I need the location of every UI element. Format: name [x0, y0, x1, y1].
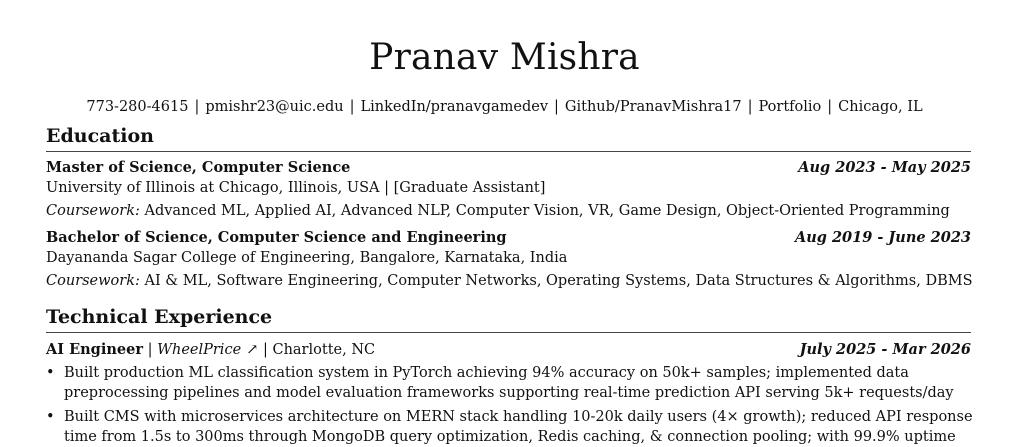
- separator: |: [747, 99, 753, 115]
- role-line: [46, 340, 375, 360]
- school-line: Dayananda Sagar College of Engineering, Bangalore, Karnataka, India: [46, 250, 568, 266]
- date-range: July 2025 - Mar 2026: [799, 341, 971, 358]
- bullet-continuation: preprocessing pipelines and model evaluation frameworks supporting real-time prediction API serving 5k+ requests/day: [64, 385, 954, 401]
- experience-entry-header: [46, 340, 971, 360]
- github-link[interactable]: Github/PranavMishra17: [564, 99, 742, 115]
- list-item: [46, 407, 976, 427]
- section-divider: [46, 151, 971, 152]
- coursework-label: Coursework:: [46, 273, 140, 289]
- separator: |: [827, 99, 833, 115]
- date-range: Aug 2019 - June 2023: [794, 229, 971, 246]
- bullet-continuation: time from 1.5s to 300ms through MongoDB query optimization, Redis caching, & connection pooling; with 99.9% uptime: [64, 429, 956, 445]
- coursework-text: AI & ML, Software Engineering, Computer Networks, Operating Systems, Data Structures & Algorithms, DBMS: [139, 273, 973, 289]
- coursework-label: Coursework:: [46, 203, 140, 219]
- coursework-line: [46, 271, 976, 291]
- coursework-text: Advanced ML, Applied AI, Advanced NLP, Computer Vision, VR, Game Design, Object-Oriented Programming: [139, 203, 950, 219]
- education-heading: Education: [46, 125, 154, 147]
- portfolio-link[interactable]: Portfolio: [758, 99, 822, 115]
- job-location: Charlotte, NC: [272, 342, 376, 358]
- degree-title: Master of Science, Computer Science: [46, 159, 351, 176]
- education-entry-header: [46, 228, 971, 248]
- separator: |: [194, 99, 200, 115]
- bullet-text: Built production ML classification system in PyTorch achieving 94% accuracy on 50k+ samples; implemented data: [64, 365, 909, 381]
- role-title: AI Engineer: [46, 341, 143, 358]
- candidate-name: Pranav Mishra: [369, 37, 640, 78]
- experience-heading: Technical Experience: [46, 306, 273, 328]
- contact-line: [0, 97, 1009, 117]
- email-link[interactable]: pmishr23@uic.edu: [205, 99, 344, 115]
- bullet-icon: •: [46, 365, 55, 381]
- company-link[interactable]: WheelPrice: [157, 342, 242, 358]
- education-entry-header: [46, 158, 971, 178]
- bullet-icon: •: [46, 409, 55, 425]
- section-divider: [46, 332, 971, 333]
- location: Chicago, IL: [838, 99, 923, 115]
- coursework-line: [46, 201, 976, 221]
- list-item: [46, 363, 976, 383]
- phone-number: 773-280-4615: [86, 99, 189, 115]
- date-range: Aug 2023 - May 2025: [798, 159, 971, 176]
- separator: |: [554, 99, 559, 115]
- external-link-icon[interactable]: ↗: [246, 342, 259, 358]
- separator: |: [142, 342, 158, 358]
- separator: |: [258, 342, 273, 358]
- bullet-text: Built CMS with microservices architecture on MERN stack handling 10-20k daily users (4× growth); reduced API response: [64, 409, 973, 425]
- linkedin-link[interactable]: LinkedIn/pranavgamedev: [360, 99, 549, 115]
- degree-title: Bachelor of Science, Computer Science and Engineering: [46, 229, 507, 246]
- school-line: University of Illinois at Chicago, Illinois, USA | [Graduate Assistant]: [46, 180, 546, 196]
- separator: |: [349, 99, 355, 115]
